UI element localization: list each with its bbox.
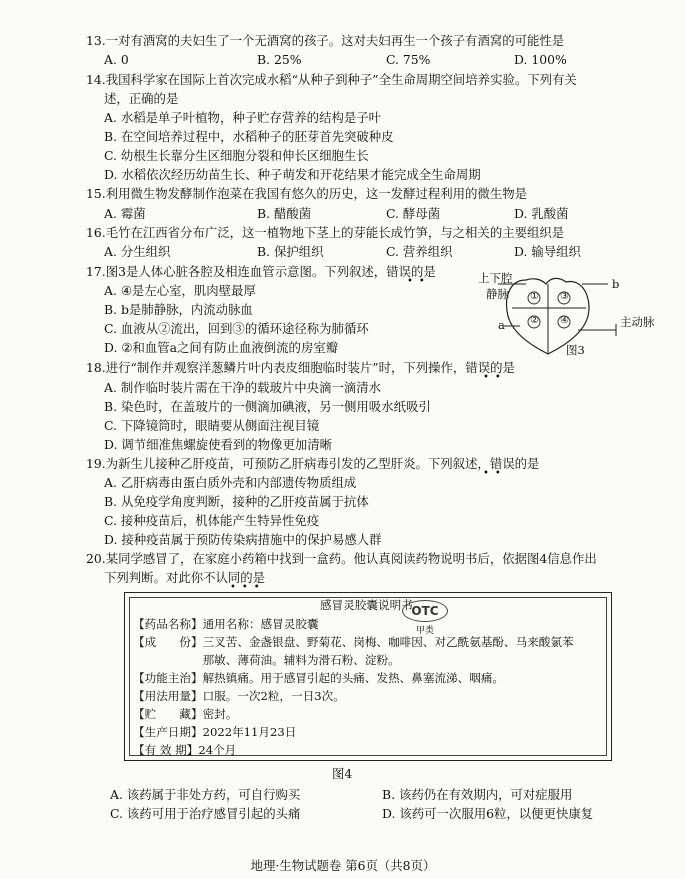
figure-3-caption: 图3 — [566, 343, 585, 357]
chamber-4-label: ④ — [560, 315, 569, 326]
q20-emphasis-dots: ••• — [230, 582, 266, 593]
chamber-3-label: ③ — [560, 291, 569, 302]
q15-option-d: D. 乳酸菌 — [514, 206, 569, 221]
q18-option-c: C. 下降镜筒时，眼睛要从侧面注视目镜 — [104, 418, 320, 433]
q18-option-d: D. 调节细准焦螺旋使看到的物像更加清晰 — [104, 437, 333, 452]
leaflet-row-name: 【药品名称】通用名称：感冒灵胶囊 — [133, 617, 319, 631]
leaflet-row-storage: 【贮 藏】密封。 — [133, 707, 238, 721]
leaflet-row-ingredients-cont: 那敏、薄荷油。辅料为滑石粉、淀粉。 — [133, 653, 400, 667]
q14-option-c: C. 幼根生长靠分生区细胞分裂和伸长区细胞生长 — [104, 148, 369, 163]
leaflet-row-validity: 【有 效 期】24个月 — [133, 743, 237, 757]
q15-option-a: A. 霉菌 — [104, 206, 146, 221]
otc-class-label: 甲类 — [416, 626, 435, 636]
figure-label-b: b — [612, 277, 620, 291]
q18-option-a: A. 制作临时装片需在干净的载玻片中央滴一滴清水 — [104, 380, 382, 395]
q20-stem-line1: 20.某同学感冒了，在家庭小药箱中找到一盒药。他认真阅读药物说明书后，依据图4信息作出 — [86, 551, 597, 566]
q19-option-d: D. 接种疫苗属于预防传染病措施中的保护易感人群 — [104, 532, 382, 547]
q15-stem: 15.利用微生物发酵制作泡菜在我国有悠久的历史，这一发酵过程利用的微生物是 — [86, 186, 527, 201]
q16-stem: 16.毛竹在江西省分布广泛，这一植物地下茎上的芽能长成竹笋，与之相关的主要组织是 — [86, 225, 565, 240]
q20-option-c: C. 该药可用于治疗感冒引起的头痛 — [110, 806, 301, 821]
q20-stem-line2: 下列判断。对此你不认同的是 — [104, 570, 266, 585]
q17-emphasis-dots: •• — [407, 276, 431, 287]
q16-option-d: D. 输导组织 — [514, 244, 581, 259]
leaflet-row-production-date: 【生产日期】2022年11月23日 — [133, 725, 297, 739]
q15-option-b: B. 醋酸菌 — [257, 206, 312, 221]
chamber-2-label: ② — [530, 315, 539, 326]
q19-option-a: A. 乙肝病毒由蛋白质外壳和内部遗传物质组成 — [104, 475, 357, 490]
leaflet-title: 感冒灵胶囊说明书 — [320, 598, 413, 612]
leaflet-row-dosage: 【用法用量】口服。一次2粒，一日3次。 — [133, 689, 345, 703]
q17-option-c: C. 血液从②流出，回到③的循环途径称为肺循环 — [104, 321, 369, 336]
q16-option-a: A. 分生组织 — [104, 244, 171, 259]
q16-option-b: B. 保护组织 — [257, 244, 324, 259]
q17-option-b: B. b是肺静脉，内流动脉血 — [104, 302, 253, 317]
q18-stem: 18.进行“制作并观察洋葱鳞片叶内表皮细胞临时装片”时，下列操作，错误的是 — [86, 360, 515, 375]
q13-option-c: C. 75% — [386, 52, 431, 67]
q14-option-b: B. 在空间培养过程中，水稻种子的胚芽首先突破种皮 — [104, 129, 394, 144]
q20-option-a: A. 该药属于非处方药，可自行购买 — [110, 787, 301, 802]
chamber-1-label: ① — [530, 291, 539, 302]
q13-stem: 13.一对有酒窝的夫妇生了一个无酒窝的孩子。这对夫妇再生一个孩子有酒窝的可能性是 — [86, 33, 565, 48]
q19-stem: 19.为新生儿接种乙肝疫苗，可预防乙肝病毒引发的乙型肝炎。下列叙述，错误的是 — [86, 456, 540, 471]
q18-option-b: B. 染色时，在盖玻片的一侧滴加碘液，另一侧用吸水纸吸引 — [104, 399, 431, 414]
q17-option-d: D. ②和血管a之间有防止血液倒流的房室瓣 — [104, 340, 339, 355]
q19-emphasis-dots: •• — [483, 468, 507, 479]
figure-4-caption: 图4 — [332, 766, 353, 781]
q20-option-d: D. 该药可一次服用6粒，以便更快康复 — [382, 806, 594, 821]
q13-option-a: A. 0 — [104, 52, 129, 67]
q20-option-b: B. 该药仍在有效期内，可对症服用 — [382, 787, 573, 802]
leaflet-row-function: 【功能主治】解热镇痛。用于感冒引起的头痛、发热、鼻塞流涕、咽痛。 — [133, 671, 505, 685]
q14-stem-line1: 14.我国科学家在国际上首次完成水稻“从种子到种子”全生命周期空间培养实验。下列有关 — [86, 72, 577, 87]
q13-option-d: D. 100% — [514, 52, 567, 67]
q16-option-c: C. 营养组织 — [386, 244, 453, 259]
leaflet-row-ingredients: 【成 份】三叉苦、金盏银盘、野菊花、岗梅、咖啡因、对乙酰氨基酚、马来酸氯苯 — [133, 635, 574, 649]
q18-emphasis-dots: •• — [483, 372, 507, 383]
q17-option-a: A. ④是左心室，肌肉壁最厚 — [104, 283, 256, 298]
q19-option-b: B. 从免疫学角度判断，接种的乙肝疫苗属于抗体 — [104, 494, 369, 509]
q13-option-b: B. 25% — [257, 52, 302, 67]
figure-label-aorta: 主动脉 — [620, 315, 655, 329]
figure-label-vena-cava: 上下腔 — [478, 271, 513, 285]
q15-option-c: C. 酵母菌 — [386, 206, 441, 221]
figure-label-a: a — [498, 318, 505, 332]
q19-option-c: C. 接种疫苗后，机体能产生特异性免疫 — [104, 513, 320, 528]
figure-label-vein: 静脉 — [486, 287, 509, 301]
q14-option-a: A. 水稻是单子叶植物，种子贮存营养的结构是子叶 — [104, 110, 382, 125]
otc-badge: OTC — [402, 600, 448, 622]
page-footer: 地理·生物试题卷 第6页（共8页） — [250, 858, 436, 873]
q14-option-d: D. 水稻依次经历幼苗生长、种子萌发和开花结果才能完成全生命周期 — [104, 167, 481, 182]
q14-stem-line2: 述，正确的是 — [104, 91, 179, 106]
q17-stem: 17.图3是人体心脏各腔及相连血管示意图。下列叙述，错误的是 — [86, 264, 436, 279]
